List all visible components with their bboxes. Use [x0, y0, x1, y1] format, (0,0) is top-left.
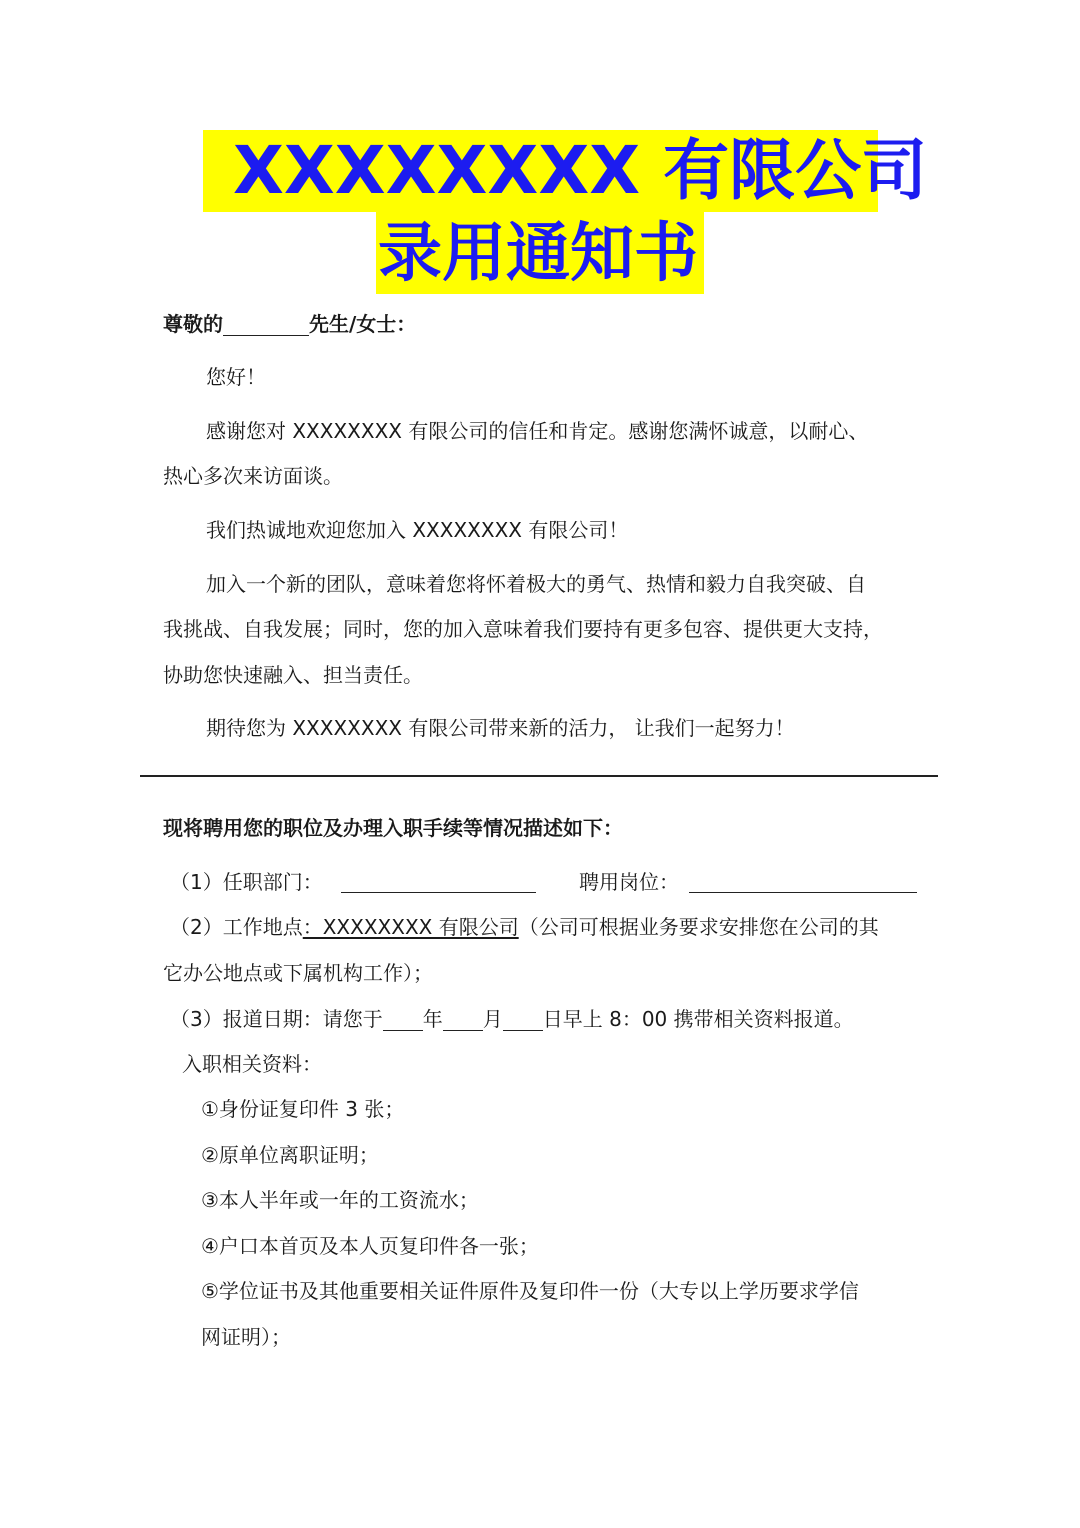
title-company-name: XXXXXXXX 有限公司: [203, 130, 878, 212]
department-blank: [341, 872, 536, 893]
title-offer-letter: 录用通知书: [376, 212, 704, 294]
position-label: 聘用岗位：: [579, 870, 679, 894]
report-date-suffix: 日早上 8：00 携带相关资料报道。: [542, 1007, 854, 1031]
paragraph-3-line-2: 我挑战、自我发展；同时，您的加入意味着我们要持有更多包容、提供更大支持，: [163, 617, 883, 641]
month-label: 月: [482, 1007, 503, 1031]
report-date-prefix: （3）报道日期：请您于: [170, 1007, 383, 1031]
material-item: ⑤学位证书及其他重要相关证件原件及复印件一份（大专以上学历要求学信: [201, 1279, 859, 1303]
month-blank: [443, 1010, 483, 1031]
paragraph-3-line-1: 加入一个新的团队，意味着您将怀着极大的勇气、热情和毅力自我突破、自: [206, 572, 866, 596]
material-item: ④户口本首页及本人页复印件各一张；: [201, 1234, 539, 1258]
paragraph-4: 期待您为 XXXXXXXX 有限公司带来新的活力， 让我们一起努力！: [206, 716, 795, 740]
work-location-value: ：XXXXXXXX 有限公司: [302, 915, 519, 939]
greeting-prefix: 尊敬的: [163, 312, 223, 336]
greeting: [163, 312, 416, 336]
item-report-date: [170, 1007, 854, 1031]
greeting-suffix: 先生/女士：: [309, 312, 417, 336]
department-label: （1）任职部门：: [170, 870, 323, 894]
hello-text: 您好！: [206, 365, 266, 389]
materials-heading: 入职相关资料：: [182, 1052, 322, 1076]
work-location-note: （公司可根据业务要求安排您在公司的其: [518, 915, 879, 939]
paragraph-1-line-2: 热心多次来访面谈。: [163, 464, 343, 488]
material-item: ③本人半年或一年的工资流水；: [201, 1188, 479, 1212]
position-blank: [689, 872, 917, 893]
year-label: 年: [422, 1007, 443, 1031]
paragraph-2: 我们热诚地欢迎您加入 XXXXXXXX 有限公司！: [206, 518, 629, 542]
section-divider: [140, 775, 938, 777]
day-blank: [503, 1010, 543, 1031]
details-heading: 现将聘用您的职位及办理入职手续等情况描述如下：: [163, 816, 623, 840]
name-blank: [223, 315, 309, 336]
work-location-line-2: 它办公地点或下属机构工作）；: [163, 961, 433, 985]
item-department: [170, 870, 323, 894]
paragraph-1-line-1: 感谢您对 XXXXXXXX 有限公司的信任和肯定。感谢您满怀诚意，以耐心、: [206, 419, 869, 443]
material-item-continued: 网证明）；: [201, 1325, 291, 1349]
paragraph-3-line-3: 协助您快速融入、担当责任。: [163, 663, 423, 687]
year-blank: [383, 1010, 423, 1031]
material-item: ①身份证复印件 3 张；: [201, 1097, 405, 1121]
material-item: ②原单位离职证明；: [201, 1143, 379, 1167]
item-work-location: [170, 915, 879, 939]
work-location-label: （2）工作地点: [170, 915, 303, 939]
